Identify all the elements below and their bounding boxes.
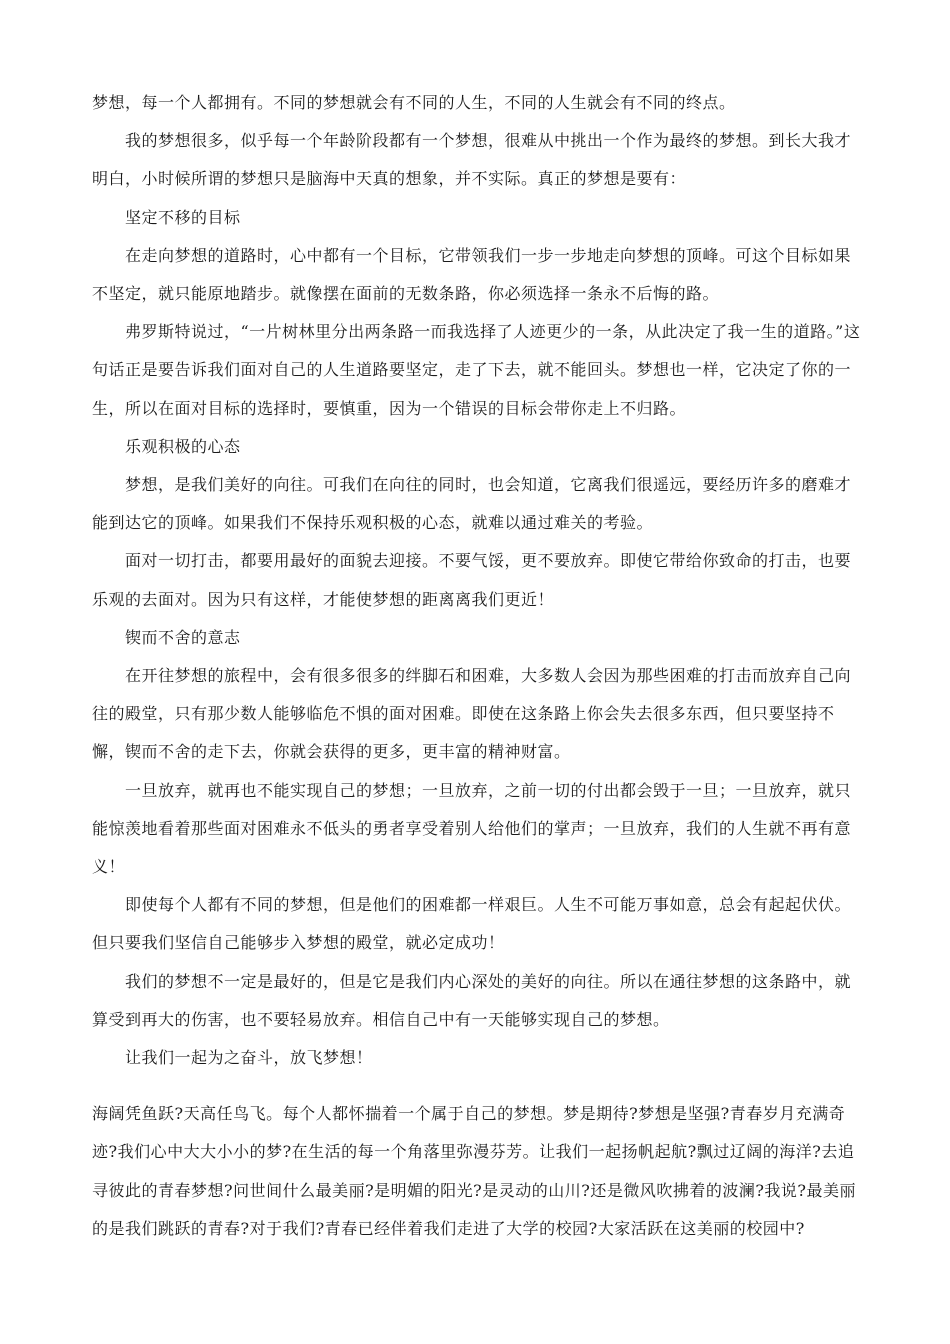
essay-dream (92, 84, 864, 1077)
essay-youth-dream (92, 1095, 864, 1248)
intro-paragraph: 梦想，每一个人都拥有。不同的梦想就会有不同的人生，不同的人生就会有不同的终点。 (92, 93, 736, 112)
body-paragraph: 我的梦想很多，似乎每一个年龄阶段都有一个梦想，很难从中挑出一个作为最终的梦想。到长大我才明白，小时候所谓的梦想只是脑海中天真的想象，并不实际。真正的梦想是要有： (92, 131, 852, 189)
body-paragraph: 在开往梦想的旅程中，会有很多很多的绊脚石和困难，大多数人会因为那些困难的打击而放弃自己向往的殿堂，只有那少数人能够临危不惧的面对困难。即使在这条路上你会失去很多东西，但只要坚持不懈，锲而不舍的走下去，你就会获得的更多，更丰富的精神财富。 (92, 666, 852, 762)
body-paragraph: 面对一切打击，都要用最好的面貌去迎接。不要气馁，更不要放弃。即使它带给你致命的打击，也要乐观的去面对。因为只有这样，才能使梦想的距离离我们更近！ (92, 551, 852, 609)
body-paragraph: 在走向梦想的道路时，心中都有一个目标，它带领我们一步一步地走向梦想的顶峰。可这个目标如果不坚定，就只能原地踏步。就像摆在面前的无数条路，你必须选择一条永不后悔的路。 (92, 245, 852, 304)
body-paragraph: 弗罗斯特说过，“一片树林里分出两条路一而我选择了人迹更少的一条，从此决定了我一生的道路。”这句话正是要告诉我们面对自己的人生道路要坚定，走了下去，就不能回头。梦想也一样，它决定了你的一生，所以在面对目标的选择时，要慎重，因为一个错误的目标会带你走上不归路。 (92, 322, 861, 418)
body-paragraph: 我们的梦想不一定是最好的，但是它是我们内心深处的美好的向往。所以在通往梦想的这条路中，就算受到再大的伤害，也不要轻易放弃。相信自己中有一天能够实现自己的梦想。 (92, 971, 852, 1029)
body-paragraph: 即使每个人都有不同的梦想，但是他们的困难都一样艰巨。人生不可能万事如意，总会有起起伏伏。但只要我们坚信自己能够步入梦想的殿堂，就必定成功！ (92, 895, 852, 953)
section-heading: 坚定不移的目标 (125, 207, 241, 227)
section-heading: 锲而不舍的意志 (125, 627, 241, 647)
section-heading: 乐观积极的心态 (125, 436, 241, 456)
body-paragraph: 梦想，是我们美好的向往。可我们在向往的同时，也会知道，它离我们很遥远，要经历许多的磨难才能到达它的顶峰。如果我们不保持乐观积极的心态，就难以通过难关的考验。 (92, 475, 852, 533)
body-paragraph: 一旦放弃，就再也不能实现自己的梦想；一旦放弃，之前一切的付出都会毁于一旦；一旦放弃，就只能惊羡地看着那些面对困难永不低头的勇者享受着别人给他们的掌声；一旦放弃，我们的人生就不再有意义！ (92, 780, 852, 877)
closing-paragraph: 让我们一起为之奋斗，放飞梦想！ (125, 1048, 373, 1068)
body-paragraph: 海阔凭鱼跃?天高任鸟飞。每个人都怀揣着一个属于自己的梦想。梦是期待?梦想是坚强?青春岁月充满奇迹?我们心中大大小小的梦?在生活的每一个角落里弥漫芬芳。让我们一起扬帆起航?飘过辽阔的海洋?去追寻彼此的青春梦想?问世间什么最美丽?是明媚的阳光?是灵动的山川?还是微风吹拂着的波澜?我说?最美丽的是我们跳跃的青春?对于我们?青春已经伴着我们走进了大学的校园?大家活跃在这美丽的校园中? (92, 1104, 856, 1238)
